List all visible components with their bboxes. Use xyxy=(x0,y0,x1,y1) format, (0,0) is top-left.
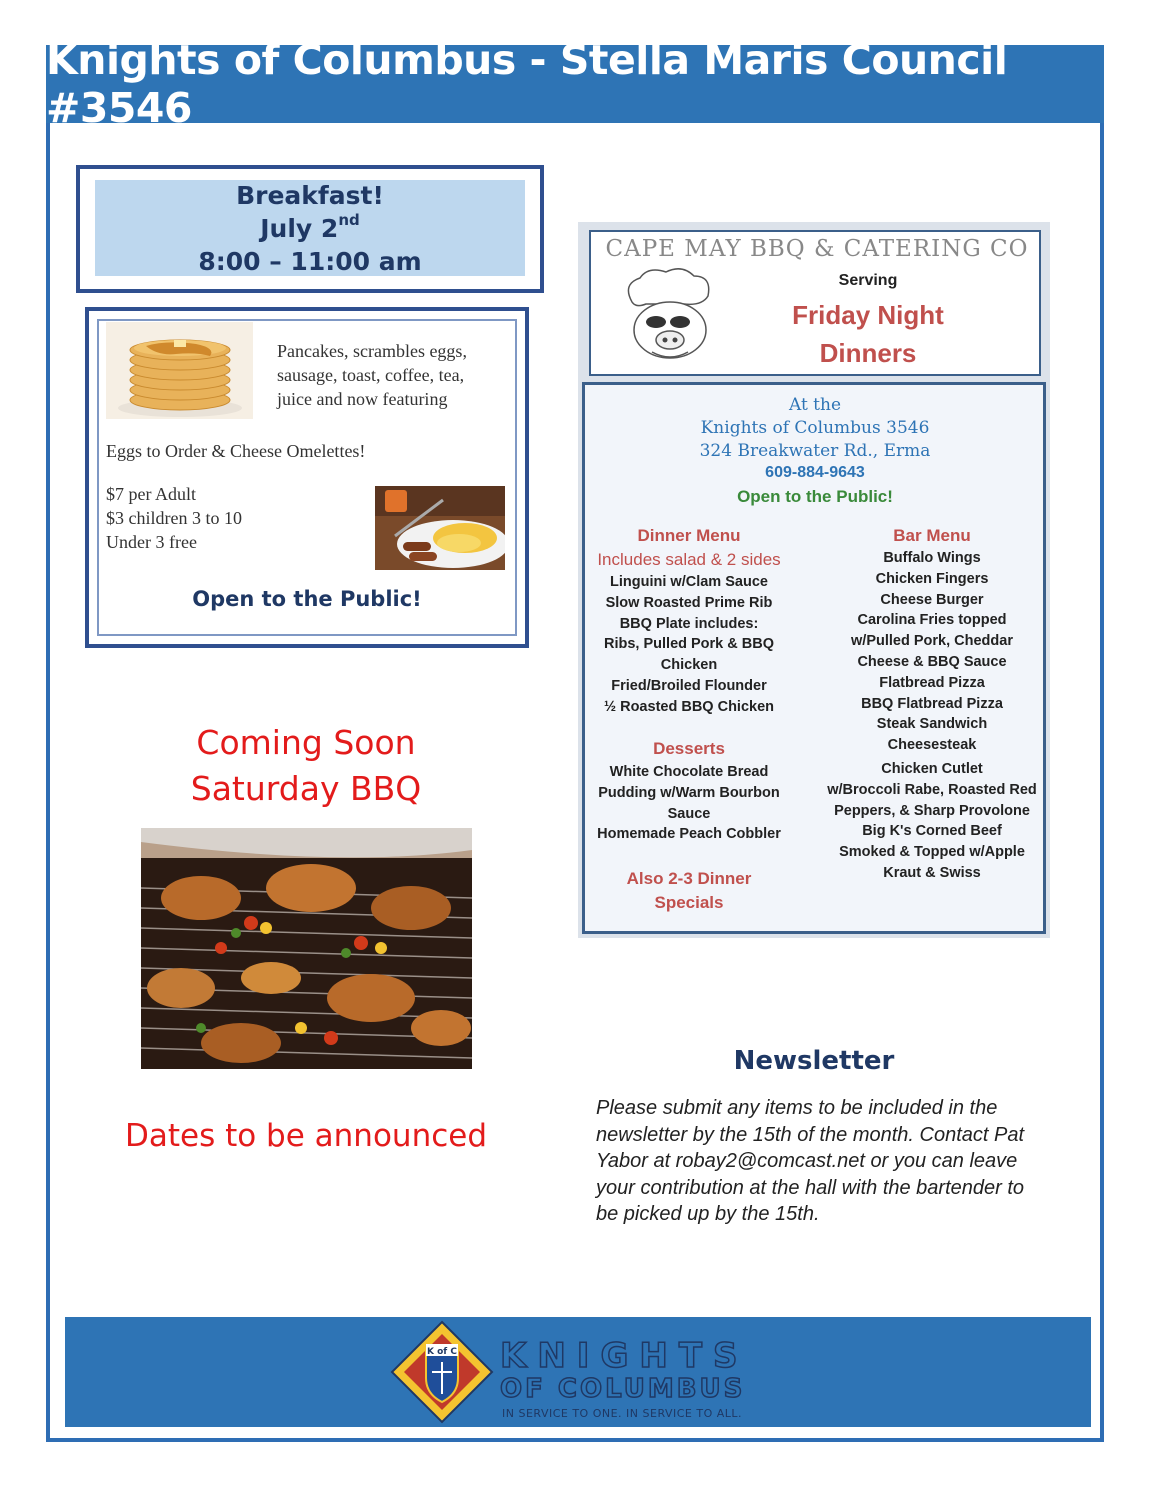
bar-menu-title: Bar Menu xyxy=(893,526,971,545)
menu-item: BBQ Plate includes: xyxy=(619,615,759,632)
breakfast-menu-line: juice and now featuring xyxy=(277,389,448,409)
address-line: 324 Breakwater Rd., Erma xyxy=(699,441,931,461)
svg-text:K of C: K of C xyxy=(427,1347,457,1357)
menu-item: Pudding w/Warm Bourbon xyxy=(598,784,780,801)
breakfast-header xyxy=(95,180,525,276)
menu-item: Big K's Corned Beef xyxy=(862,823,1002,840)
price-line: $3 children 3 to 10 xyxy=(106,508,242,528)
dinner-menu xyxy=(586,524,792,718)
bar-menu xyxy=(820,524,1044,884)
menu-item: Flatbread Pizza xyxy=(879,674,985,691)
coming-soon-text xyxy=(120,720,492,812)
menu-item: Sauce xyxy=(667,805,711,822)
desserts-title: Desserts xyxy=(653,739,725,758)
at-the-line: At the xyxy=(788,395,842,415)
dates-announcement: Dates to be announced xyxy=(124,1118,488,1154)
menu-item: Homemade Peach Cobbler xyxy=(597,826,781,843)
kofc-emblem-icon xyxy=(390,1320,494,1424)
breakfast-date-suffix: nd xyxy=(338,210,360,229)
breakfast-menu-text xyxy=(277,339,517,411)
dinner-specials xyxy=(586,867,792,915)
friday-night-line: Friday Night xyxy=(792,300,944,330)
menu-item: White Chocolate Bread xyxy=(609,764,769,780)
dinner-menu-subtitle: Includes salad & 2 sides xyxy=(597,550,781,569)
pancakes-photo xyxy=(106,322,253,419)
dinners-line: Dinners xyxy=(819,338,917,368)
menu-item: w/Pulled Pork, Cheddar xyxy=(851,633,1013,650)
menu-item: Slow Roasted Prime Rib xyxy=(605,594,773,611)
price-line: $7 per Adult xyxy=(106,484,196,504)
newsletter-body: Please submit any items to be included in the newsletter by the 15th of the month. Contact Pat Yabor at robay2@comcast.net or you can leave your contribution at the hall with the bartender to be picked up by the 15th. xyxy=(596,1097,1025,1225)
menu-item: Smoked & Topped w/Apple xyxy=(839,844,1025,861)
coming-soon-line: Coming Soon xyxy=(196,723,416,762)
menu-item: ½ Roasted BBQ Chicken xyxy=(603,698,774,715)
venue-line: Knights of Columbus 3546 xyxy=(700,418,930,438)
chef-pig-icon xyxy=(612,264,730,368)
breakfast-date-main: July 2 xyxy=(260,213,339,243)
menu-item: Cheesesteak xyxy=(887,737,977,754)
menu-item: Kraut & Swiss xyxy=(883,864,981,881)
breakfast-heading: Breakfast! xyxy=(236,180,384,210)
breakfast-menu-line: sausage, toast, coffee, tea, xyxy=(277,365,465,385)
desserts-menu xyxy=(586,762,792,845)
page-title: Knights of Columbus - Stella Maris Council #3546 xyxy=(46,45,1104,123)
logo-line-knights: KNIGHTS xyxy=(500,1336,749,1376)
menu-item: Ribs, Pulled Pork & BBQ xyxy=(604,636,774,653)
dinner-menu-title: Dinner Menu xyxy=(637,526,741,545)
flyer-friday-dinners xyxy=(760,296,976,372)
flyer-open-public: Open to the Public! xyxy=(737,487,893,506)
breakfast-open-public: Open to the Public! xyxy=(192,587,422,611)
flyer-brand: CAPE MAY BBQ & CATERING CO xyxy=(605,236,1029,262)
eggs-sausage-photo xyxy=(375,486,505,570)
menu-item: Linguini w/Clam Sauce xyxy=(610,574,768,590)
logo-line-of-columbus: OF COLUMBUS xyxy=(500,1374,746,1404)
breakfast-header-box xyxy=(76,165,544,293)
flyer-location xyxy=(600,394,1030,463)
logo-tagline: IN SERVICE TO ONE. IN SERVICE TO ALL. xyxy=(502,1407,743,1420)
saturday-bbq-line: Saturday BBQ xyxy=(190,769,422,808)
bbq-grill-photo xyxy=(141,828,472,1069)
menu-item: w/Broccoli Rabe, Roasted Red xyxy=(827,781,1037,798)
menu-item: Cheese & BBQ Sauce xyxy=(857,653,1007,670)
flyer-serving: Serving xyxy=(838,272,898,289)
menu-item: Chicken xyxy=(660,657,718,674)
menu-item: Carolina Fries topped xyxy=(857,612,1007,629)
breakfast-prices xyxy=(106,482,242,554)
flyer-phone: 609-884-9643 xyxy=(765,464,865,481)
menu-item: Fried/Broiled Flounder xyxy=(611,677,767,694)
menu-item: BBQ Flatbread Pizza xyxy=(861,695,1003,712)
newsletter-title: Newsletter xyxy=(733,1046,895,1076)
specials-line: Specials xyxy=(654,893,724,912)
breakfast-feature: Eggs to Order & Cheese Omelettes! xyxy=(106,441,366,461)
specials-line: Also 2-3 Dinner xyxy=(626,869,752,888)
menu-item: Peppers, & Sharp Provolone xyxy=(834,802,1030,819)
menu-item: Cheese Burger xyxy=(880,591,984,608)
menu-item: Steak Sandwich xyxy=(876,716,988,733)
menu-item: Chicken Cutlet xyxy=(881,760,983,777)
breakfast-date xyxy=(260,212,360,245)
breakfast-time: 8:00 – 11:00 am xyxy=(198,246,422,276)
menu-item: Chicken Fingers xyxy=(875,570,989,587)
price-line: Under 3 free xyxy=(106,532,197,552)
menu-item: Buffalo Wings xyxy=(883,550,981,566)
breakfast-menu-line: Pancakes, scrambles eggs, xyxy=(277,341,467,361)
